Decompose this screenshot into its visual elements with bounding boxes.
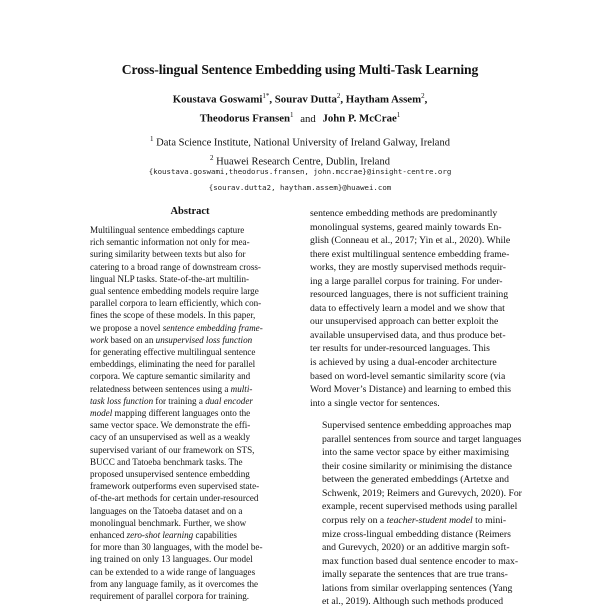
email-line: {koustava.goswami,theodorus.fransen, john.mccrae}@insight-centre.org [148, 167, 452, 176]
abstract-line: lingual NLP tasks. State-of-the-art multilin- [90, 273, 250, 284]
body-line: Schwenk, 2019; Reimers and Gurevych, 2020). For [322, 487, 522, 499]
body-line: our unsupervised approach can better exploit the [310, 316, 499, 328]
abstract-text: enhanced [90, 530, 127, 541]
author-block [0, 89, 600, 127]
abstract-line: languages on the Tatoeba dataset and on a [90, 505, 243, 516]
abstract-text: mapping different languages onto the [112, 408, 251, 419]
abstract-line: proposed unsupervised sentence embedding [90, 469, 250, 480]
body-text: to mini- [472, 515, 507, 527]
author-name: Koustava Goswami [172, 93, 263, 106]
author-marker: 1 [396, 111, 401, 120]
affiliation-1 [0, 132, 600, 151]
abstract-line: from any language family, as it overcomes the [90, 578, 259, 589]
abstract-line: can be extended to a wide range of languages [90, 566, 256, 577]
body-line: Word Mover’s Distance) and learning to embed this [310, 384, 512, 396]
paper-title: Cross-lingual Sentence Embedding using Multi-Task Learning [121, 62, 479, 77]
body-line: sentence embedding methods are predominantly [310, 208, 498, 219]
author-marker: 1* [262, 92, 270, 100]
abstract-line: parallel corpora to learn efficiently, which con- [90, 298, 262, 309]
abstract-body [90, 224, 290, 602]
abstract-line: for more than 30 languages, with the model be- [90, 542, 263, 553]
affiliation-marker: 1 [150, 135, 154, 143]
abstract-line: cacy of an unsupervised as well as a weakly [90, 432, 251, 443]
author-marker: 2 [421, 92, 425, 100]
body-line: into a single vector for sentences. [310, 397, 440, 409]
author-conjunction: and [300, 112, 316, 125]
abstract-line: suring similarity between texts but also for [90, 249, 246, 260]
body-line: available unsupervised data, and thus produce bet- [310, 329, 506, 341]
author-marker: 2 [336, 92, 341, 100]
abstract-line: Multilingual sentence embeddings capture [90, 225, 245, 235]
body-line: their cosine similarity or minimising the distance [322, 460, 512, 472]
right-column [310, 207, 540, 609]
paragraph [310, 419, 540, 609]
body-line: into the same vector space by either maximising [322, 447, 509, 459]
abstract-line [90, 334, 290, 346]
body-line: ter results for under-resourced languages. This [310, 343, 490, 355]
abstract-emphasis: sentence embedding frame- [162, 322, 263, 333]
body-line: imally separate the sentences that are true trans- [322, 569, 508, 581]
body-line: max function based dual sentence encoder to max- [322, 555, 519, 567]
abstract-text: we propose a novel [90, 322, 163, 333]
abstract-line: fines the scope of these models. In this paper, [90, 310, 256, 321]
body-line: between the generated embeddings (Artetxe and [322, 474, 509, 486]
abstract-line: catering to a broad range of downstream cross- [90, 261, 261, 272]
body-line: lations from similar overlapping sentences (Yang [322, 582, 513, 594]
author-line-2 [0, 108, 600, 127]
body-line [310, 514, 540, 528]
author-name: Haytham Assem [345, 93, 422, 106]
abstract-line [90, 407, 290, 419]
abstract-emphasis: dual encoder [205, 395, 253, 406]
body-line: is achieved by using a dual-encoder architecture [310, 357, 497, 369]
body-line: glish (Conneau et al., 2017; Yin et al., 2020). While [310, 235, 511, 247]
body-line: data to effectively learn a model and we show that [310, 302, 505, 314]
affiliation-marker: 2 [210, 153, 214, 162]
abstract-line: gual sentence embedding models require large [90, 286, 259, 297]
abstract-text: for training a [153, 395, 206, 406]
author-name: John P. McCrae [322, 112, 397, 125]
abstract-heading: Abstract [170, 206, 210, 217]
author-line-1: Koustava Goswami$^{1*}$, Sourav Dutta$^2$, Haytham Assem$^2$, [172, 92, 428, 106]
abstract-line: BUCC and Tatoeba benchmark tasks. The [90, 456, 243, 467]
body-line: parallel sentences from source and target languages [322, 433, 522, 445]
body-line: and Gurevych, 2020) or an additive margin soft- [322, 542, 510, 554]
abstract-line: same vector space. We demonstrate the effi- [90, 420, 251, 431]
body-emphasis: teacher-student model [386, 515, 473, 527]
abstract-line [90, 383, 290, 395]
author-name: Sourav Dutta [274, 93, 337, 106]
abstract-emphasis: zero-shot learning [126, 530, 194, 541]
abstract-line [90, 322, 290, 334]
body-line: based on word-level semantic similarity score (via [310, 370, 506, 382]
email-line: {sourav.dutta2, haytham.assem}@huawei.com [208, 183, 392, 192]
body-line: there exist multilingual sentence embedding frame- [310, 248, 510, 260]
abstract-line: embeddings, eliminating the need for parallel [90, 359, 256, 370]
body-line: ing a large parallel corpus for training. For under- [310, 275, 503, 287]
affiliation-text: Data Science Institute, National University of Ireland Galway, Ireland [156, 137, 450, 149]
abstract-line: rich semantic information not only for mea- [90, 237, 250, 248]
body-line: resourced languages, there is not sufficient training [310, 289, 509, 301]
body-text: corpus rely on a [322, 515, 387, 527]
body-line: monolingual systems, geared mainly towards En- [310, 221, 502, 233]
affiliation-text: Huawei Research Centre, Dublin, Ireland [216, 156, 390, 167]
abstract-line [90, 395, 290, 407]
body-line: et al., 2019). Although such methods produced [322, 596, 504, 608]
body-line: example, recent supervised methods using parallel [322, 501, 518, 513]
email-block [0, 164, 600, 196]
abstract-text: based on an [108, 334, 156, 345]
abstract-emphasis: multi- [230, 383, 253, 394]
author-name: Theodorus Fransen [199, 112, 290, 125]
abstract-line: requirement of parallel corpora for training. [90, 591, 250, 602]
abstract-emphasis: model [90, 408, 113, 419]
abstract-line: monolingual benchmark. Further, we show [90, 517, 247, 528]
abstract-line: for generating effective multilingual sentence [90, 347, 256, 358]
abstract-line: framework outperforms even supervised state- [90, 481, 260, 492]
abstract-emphasis: unsupervised loss function [155, 334, 253, 345]
abstract-text: capabilities [193, 530, 237, 541]
abstract-emphasis: task loss function [90, 395, 154, 406]
abstract-line: ing trained on only 13 languages. Our model [90, 554, 253, 565]
body-line: mize cross-lingual embedding distance (Reimers [322, 528, 511, 540]
abstract-line: supervised variant of our framework on STS, [90, 444, 255, 455]
body-line: works, they are mostly supervised methods requir- [310, 262, 506, 274]
abstract-line: of-the-art methods for certain under-resourced [90, 493, 259, 504]
abstract-line [90, 529, 290, 541]
body-line: Supervised sentence embedding approaches map [322, 420, 512, 432]
abstract-emphasis: work [90, 334, 109, 345]
paragraph [310, 207, 540, 410]
abstract-line: corpora. We capture semantic similarity and [90, 371, 251, 382]
abstract-text: relatedness between sentences using a [90, 383, 231, 394]
author-marker: 1 [290, 111, 294, 120]
